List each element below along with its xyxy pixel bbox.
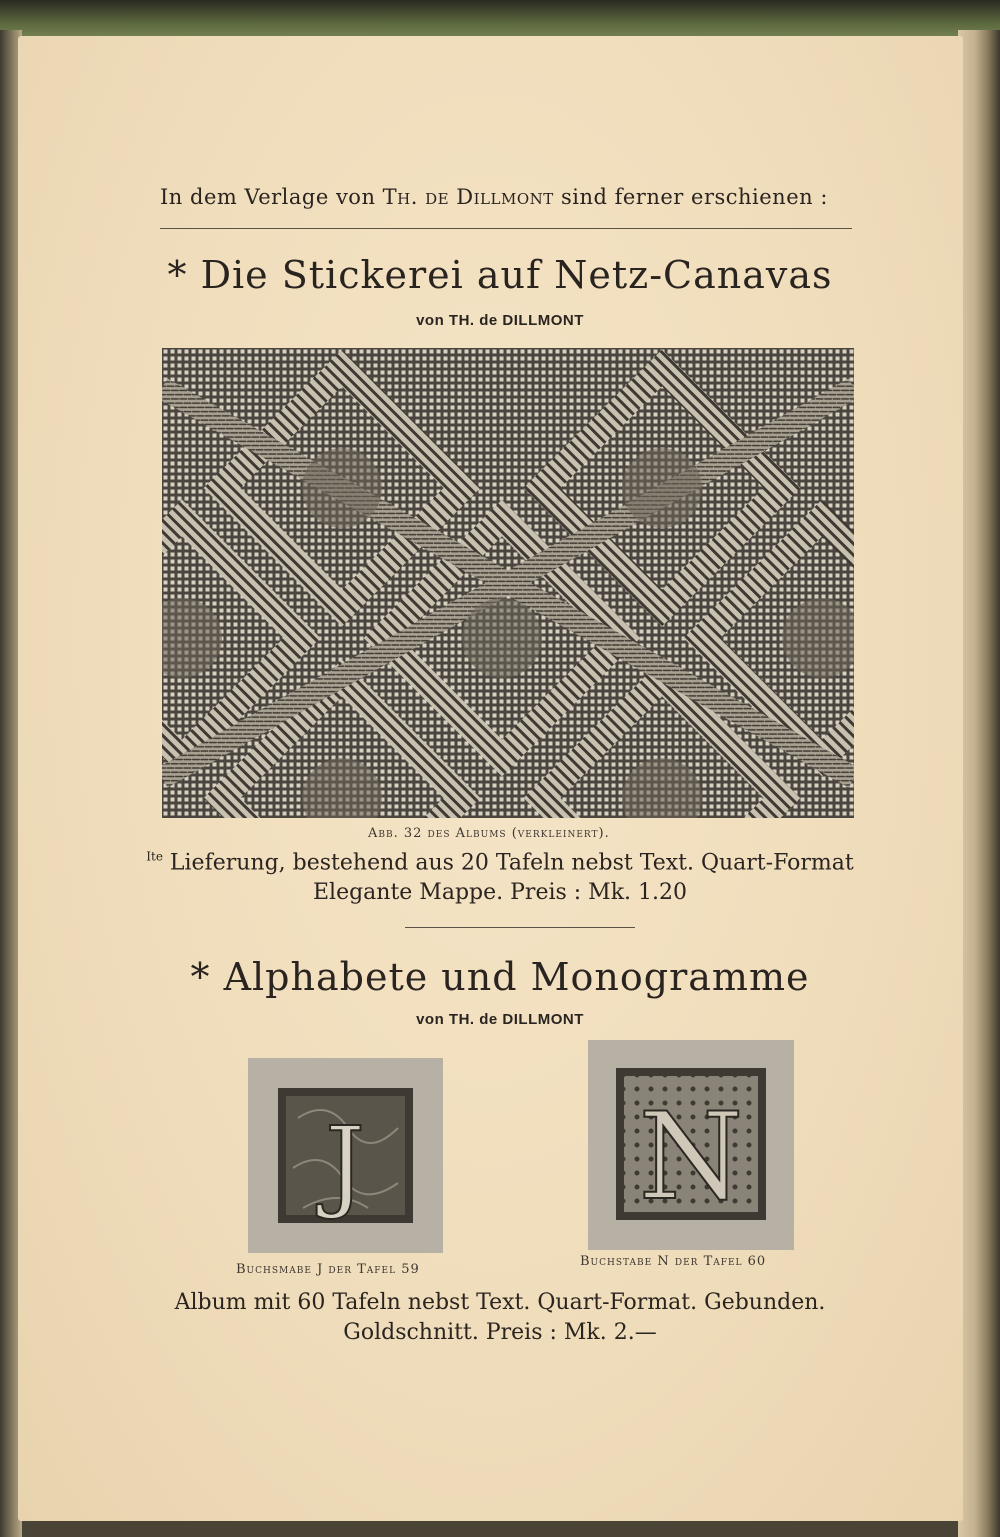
section-divider <box>405 927 635 928</box>
section1-delivery-line <box>0 850 1000 875</box>
header-publisher-de: de <box>425 185 450 209</box>
header-publisher-name: Dillmont <box>456 185 554 209</box>
canvas-embroidery-plate <box>162 348 854 818</box>
monogram-j-illustration <box>248 1058 443 1253</box>
section1-delivery-text: Lieferung, bestehend aus 20 Tafeln nebst Text. Quart-Format <box>162 850 854 876</box>
header-rule <box>160 228 852 229</box>
header-prefix: In dem Verlage von <box>160 185 376 209</box>
section2-byline: von TH. de DILLMONT <box>416 1011 584 1028</box>
monogram-j-caption: Buchsmabe J der Tafel 59 <box>236 1262 420 1277</box>
section2-title: * Alphabete und Monogramme <box>190 955 810 999</box>
book-top-edge <box>0 0 1000 40</box>
embroidery-pattern-illustration <box>162 348 854 818</box>
monogram-n-letter: N <box>638 1088 744 1227</box>
monogram-j-plate <box>248 1058 443 1253</box>
section2-album-line: Album mit 60 Tafeln nebst Text. Quart-Format. Gebunden. <box>174 1290 826 1315</box>
section1-price-line: Elegante Mappe. Preis : Mk. 1.20 <box>312 880 688 905</box>
monogram-j-letter: J <box>324 1105 366 1222</box>
section1-figure-caption: Abb. 32 des Albums (verkleinert). <box>368 826 610 841</box>
monogram-n-plate <box>588 1040 794 1250</box>
section1-ordinal-sup: Ite <box>146 850 163 864</box>
publisher-header <box>160 185 850 209</box>
header-suffix: sind ferner erschienen : <box>560 185 828 209</box>
section1-ordinal <box>146 850 163 875</box>
section2-price-line: Goldschnitt. Preis : Mk. 2.— <box>343 1320 657 1345</box>
monogram-n-caption: Buchstabe N der Tafel 60 <box>580 1254 767 1269</box>
section1-byline: von TH. de DILLMONT <box>416 312 584 329</box>
header-publisher-th: Th. <box>382 185 418 209</box>
section1-title: * Die Stickerei auf Netz-Canavas <box>167 253 833 297</box>
monogram-n-illustration <box>588 1040 794 1250</box>
